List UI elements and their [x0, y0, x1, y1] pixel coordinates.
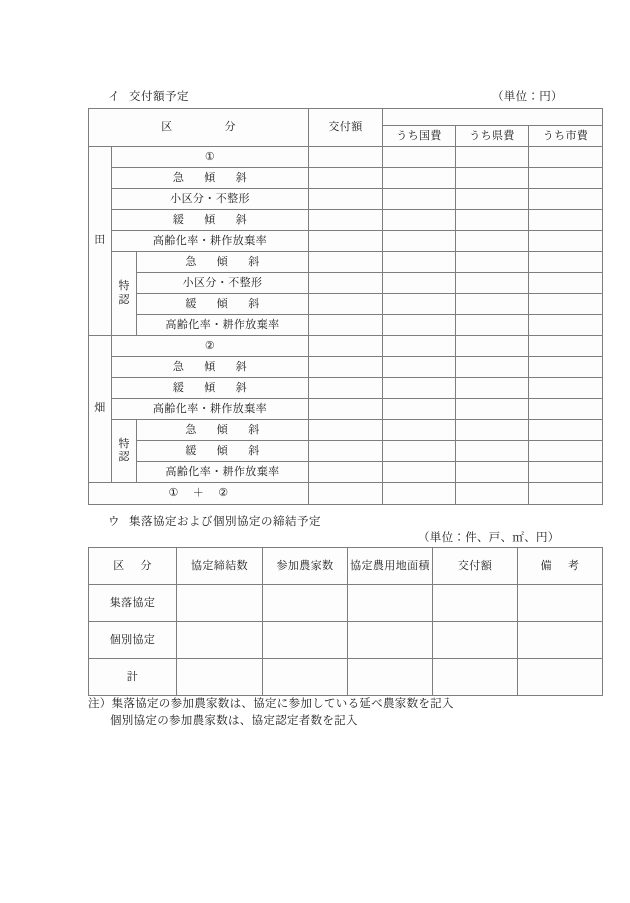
grand-total-input-cell[interactable]	[529, 483, 603, 505]
table-c-header-row	[89, 548, 603, 585]
header-agreement-count: 協定締結数	[177, 548, 263, 585]
side-label-田: 田	[89, 147, 112, 336]
table-row	[89, 252, 603, 273]
row-②-s0-input-cell[interactable]	[309, 420, 383, 441]
row-①-s2-input-cell[interactable]	[383, 294, 456, 315]
table-row	[89, 399, 603, 420]
row-label-②-s2: 高齢化率・耕作放棄率	[137, 462, 309, 483]
header-farm-households: 参加農家数	[263, 548, 348, 585]
note-line-1: 個別協定の参加農家数は、協定認定者数を記入	[110, 715, 358, 728]
row-0-input-cell[interactable]	[263, 585, 348, 622]
group-number-①: ①	[112, 147, 309, 168]
row-②-n2-input-cell[interactable]	[309, 399, 383, 420]
row-①-n2-input-cell[interactable]	[456, 210, 529, 231]
row-label-②-n2: 高齢化率・耕作放棄率	[112, 399, 309, 420]
special-label-①: 特 認	[112, 252, 137, 336]
table-row	[89, 294, 603, 315]
section-b-marker: イ	[108, 91, 120, 103]
row-①-n1-input-cell[interactable]	[383, 189, 456, 210]
grand-total-input-cell[interactable]	[309, 483, 383, 505]
row-①-s3-input-cell[interactable]	[309, 315, 383, 336]
row-2-input-cell[interactable]	[518, 659, 603, 696]
section-b-unit-note: （単位：円）	[492, 91, 563, 103]
row-1-input-cell[interactable]	[263, 622, 348, 659]
header-farmland-area: 協定農用地面積	[348, 548, 433, 585]
header-subcolumn-spacer	[383, 109, 603, 126]
row-label-①-n3: 高齢化率・耕作放棄率	[112, 231, 309, 252]
grand-total-row	[89, 483, 603, 505]
header-kubun: 区 分	[89, 548, 177, 585]
row-②-n1-input-cell[interactable]	[309, 378, 383, 399]
row-①-s0-input-cell[interactable]	[309, 252, 383, 273]
row-①-s0-input-cell[interactable]	[383, 252, 456, 273]
row-②-n0-input-cell[interactable]	[456, 357, 529, 378]
row-label-①-s0: 急 傾 斜	[137, 252, 309, 273]
group-①-circle-row	[89, 147, 603, 168]
group-①-total-input-cell[interactable]	[456, 147, 529, 168]
row-①-n0-input-cell[interactable]	[309, 168, 383, 189]
row-2-input-cell[interactable]	[433, 659, 518, 696]
row-①-s1-input-cell[interactable]	[309, 273, 383, 294]
row-①-s1-input-cell[interactable]	[383, 273, 456, 294]
row-2-input-cell[interactable]	[263, 659, 348, 696]
row-②-s2-input-cell[interactable]	[529, 462, 603, 483]
row-label-①-s1: 小区分・不整形	[137, 273, 309, 294]
table-b-header-row-1	[89, 109, 603, 126]
grant-amount-table	[88, 108, 603, 505]
header-grant-amount: 交付額	[309, 109, 383, 147]
row-①-n1-input-cell[interactable]	[456, 189, 529, 210]
side-label-畑: 畑	[89, 336, 112, 483]
section-b-title: 交付額予定	[129, 91, 189, 103]
row-①-s0-input-cell[interactable]	[529, 252, 603, 273]
row-label-②-n1: 緩 傾 斜	[112, 378, 309, 399]
row-①-s2-input-cell[interactable]	[529, 294, 603, 315]
group-①-total-input-cell[interactable]	[383, 147, 456, 168]
row-①-s3-input-cell[interactable]	[529, 315, 603, 336]
special-label-②: 特 認	[112, 420, 137, 483]
row-①-n0-input-cell[interactable]	[529, 168, 603, 189]
header-kubun: 区 分	[89, 109, 309, 147]
row-①-n3-input-cell[interactable]	[383, 231, 456, 252]
row-label-①-s3: 高齢化率・耕作放棄率	[137, 315, 309, 336]
row-②-n0-input-cell[interactable]	[309, 357, 383, 378]
section-c-unit-note: （単位：件、戸、㎡、円）	[418, 532, 560, 544]
row-label-②-s0: 急 傾 斜	[137, 420, 309, 441]
note-line-0: 注）集落協定の参加農家数は、協定に参加している延べ農家数を記入	[88, 698, 454, 710]
row-②-s1-input-cell[interactable]	[309, 441, 383, 462]
section-c-caption	[108, 513, 321, 529]
agreement-table	[88, 547, 603, 696]
row-0-input-cell[interactable]	[433, 585, 518, 622]
group-number-②: ②	[112, 336, 309, 357]
table-row	[89, 441, 603, 462]
row-②-n1-input-cell[interactable]	[456, 378, 529, 399]
group-②-total-input-cell[interactable]	[383, 336, 456, 357]
section-c-marker: ウ	[108, 516, 120, 528]
table-row	[89, 378, 603, 399]
row-①-s2-input-cell[interactable]	[456, 294, 529, 315]
row-①-s3-input-cell[interactable]	[383, 315, 456, 336]
header-grant-amount: 交付額	[433, 548, 518, 585]
row-label-②-n0: 急 傾 斜	[112, 357, 309, 378]
section-c-title: 集落協定および個別協定の締結予定	[129, 516, 321, 528]
row-1-input-cell[interactable]	[433, 622, 518, 659]
row-①-n3-input-cell[interactable]	[309, 231, 383, 252]
row-label-①-n2: 緩 傾 斜	[112, 210, 309, 231]
row-label-①-n1: 小区分・不整形	[112, 189, 309, 210]
row-②-n0-input-cell[interactable]	[529, 357, 603, 378]
row-①-s3-input-cell[interactable]	[456, 315, 529, 336]
row-②-n2-input-cell[interactable]	[529, 399, 603, 420]
row-②-s2-input-cell[interactable]	[456, 462, 529, 483]
row-②-n1-input-cell[interactable]	[529, 378, 603, 399]
row-①-s1-input-cell[interactable]	[456, 273, 529, 294]
row-①-n2-input-cell[interactable]	[529, 210, 603, 231]
table-row	[89, 231, 603, 252]
row-①-s0-input-cell[interactable]	[456, 252, 529, 273]
row-0-input-cell[interactable]	[348, 585, 433, 622]
row-①-n1-input-cell[interactable]	[529, 189, 603, 210]
row-②-s1-input-cell[interactable]	[456, 441, 529, 462]
row-1-input-cell[interactable]	[348, 622, 433, 659]
row-label-1: 個別協定	[89, 622, 177, 659]
table-row	[89, 420, 603, 441]
group-②-total-input-cell[interactable]	[309, 336, 383, 357]
section-b-caption	[108, 88, 189, 104]
row-①-n0-input-cell[interactable]	[383, 168, 456, 189]
row-label-2: 計	[89, 659, 177, 696]
row-②-s2-input-cell[interactable]	[383, 462, 456, 483]
row-0-input-cell[interactable]	[518, 585, 603, 622]
row-1-input-cell[interactable]	[518, 622, 603, 659]
row-label-0: 集落協定	[89, 585, 177, 622]
table-row	[89, 659, 603, 696]
group-②-circle-row	[89, 336, 603, 357]
header-sub-municipal: うち市費	[529, 126, 603, 147]
row-①-n3-input-cell[interactable]	[456, 231, 529, 252]
section-c-notes	[88, 696, 454, 731]
row-②-n0-input-cell[interactable]	[383, 357, 456, 378]
row-②-s2-input-cell[interactable]	[309, 462, 383, 483]
table-row	[89, 168, 603, 189]
row-①-n2-input-cell[interactable]	[309, 210, 383, 231]
row-①-s1-input-cell[interactable]	[529, 273, 603, 294]
row-②-s1-input-cell[interactable]	[529, 441, 603, 462]
header-remarks: 備 考	[518, 548, 603, 585]
header-sub-prefectural: うち県費	[456, 126, 529, 147]
row-2-input-cell[interactable]	[348, 659, 433, 696]
table-row	[89, 189, 603, 210]
row-①-n1-input-cell[interactable]	[309, 189, 383, 210]
row-2-input-cell[interactable]	[177, 659, 263, 696]
row-label-①-n0: 急 傾 斜	[112, 168, 309, 189]
table-row	[89, 622, 603, 659]
table-row	[89, 273, 603, 294]
table-row	[89, 462, 603, 483]
grand-total-input-cell[interactable]	[383, 483, 456, 505]
group-②-total-input-cell[interactable]	[456, 336, 529, 357]
row-0-input-cell[interactable]	[177, 585, 263, 622]
table-row	[89, 210, 603, 231]
grand-total-label: ① ＋ ②	[89, 483, 309, 505]
row-label-②-s1: 緩 傾 斜	[137, 441, 309, 462]
row-②-n2-input-cell[interactable]	[456, 399, 529, 420]
table-row	[89, 585, 603, 622]
header-sub-national: うち国費	[383, 126, 456, 147]
row-②-s1-input-cell[interactable]	[383, 441, 456, 462]
table-row	[89, 315, 603, 336]
group-②-total-input-cell[interactable]	[529, 336, 603, 357]
row-①-s2-input-cell[interactable]	[309, 294, 383, 315]
group-①-total-input-cell[interactable]	[529, 147, 603, 168]
row-②-n1-input-cell[interactable]	[383, 378, 456, 399]
row-1-input-cell[interactable]	[177, 622, 263, 659]
row-②-n2-input-cell[interactable]	[383, 399, 456, 420]
row-①-n3-input-cell[interactable]	[529, 231, 603, 252]
row-①-n0-input-cell[interactable]	[456, 168, 529, 189]
row-①-n2-input-cell[interactable]	[383, 210, 456, 231]
group-①-total-input-cell[interactable]	[309, 147, 383, 168]
row-②-s0-input-cell[interactable]	[529, 420, 603, 441]
grand-total-input-cell[interactable]	[456, 483, 529, 505]
table-row	[89, 357, 603, 378]
row-②-s0-input-cell[interactable]	[383, 420, 456, 441]
row-label-①-s2: 緩 傾 斜	[137, 294, 309, 315]
row-②-s0-input-cell[interactable]	[456, 420, 529, 441]
